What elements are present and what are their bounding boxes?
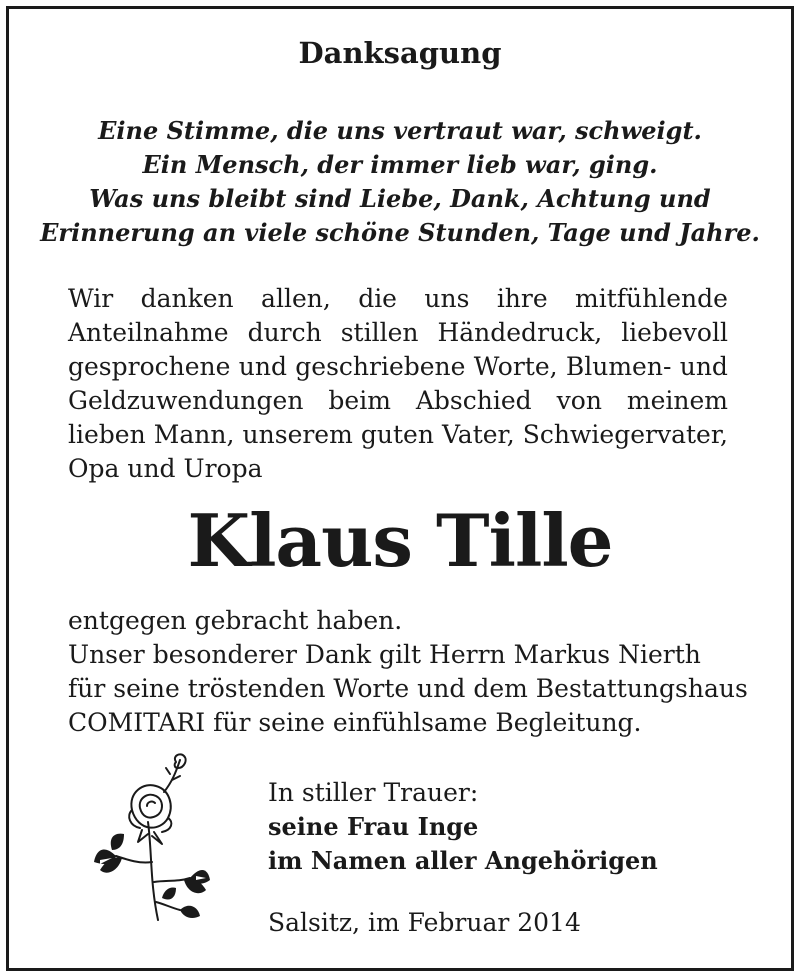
thanks-line [68, 316, 728, 350]
thanks-line [68, 350, 728, 384]
poem-line: Ein Mensch, der immer lieb war, ging. [142, 150, 658, 179]
place-date: Salsitz, im Februar 2014 [268, 908, 581, 937]
word: und [679, 352, 728, 381]
closing-line: COMITARI für seine einfühlsame Begleitung. [68, 708, 642, 737]
thanks-paragraph [68, 282, 728, 486]
word: Blumen- [565, 352, 672, 381]
word: Abschied [415, 386, 532, 415]
closing-paragraph [68, 604, 748, 740]
word: uns [424, 284, 470, 313]
thanks-line [68, 452, 728, 486]
word: lieben [68, 420, 146, 449]
poem-line: Erinnerung an viele schöne Stunden, Tage und Jahre. [40, 218, 760, 247]
word: und [238, 352, 287, 381]
signature-intro: In stiller Trauer: [268, 778, 479, 807]
poem-line: Was uns bleibt sind Liebe, Dank, Achtung und [89, 184, 711, 213]
rose-icon [92, 752, 212, 924]
word: Vater, [442, 420, 515, 449]
word: allen, [261, 284, 331, 313]
word: Händedruck, [437, 318, 603, 347]
word: guten [360, 420, 434, 449]
word: beim [328, 386, 391, 415]
word: liebevoll [621, 318, 728, 347]
notice-heading: Danksagung [298, 36, 502, 70]
word: Geldzuwendungen [68, 386, 304, 415]
word: danken [140, 284, 234, 313]
deceased-name: Klaus Tille [187, 498, 613, 583]
word: Wir [68, 284, 114, 313]
word: meinem [626, 386, 728, 415]
word: ihre [496, 284, 548, 313]
thanks-line [68, 282, 728, 316]
word: durch [247, 318, 322, 347]
signature-block [268, 776, 658, 878]
word: gesprochene [68, 352, 231, 381]
word: Opa und Uropa [68, 454, 263, 483]
word: Mann, [153, 420, 235, 449]
closing-line: Unser besonderer Dank gilt Herrn Markus Nierth [68, 640, 701, 669]
word: die [358, 284, 397, 313]
word: geschriebene [295, 352, 466, 381]
word: mitfühlende [575, 284, 728, 313]
thanks-line [68, 384, 728, 418]
poem [0, 114, 800, 250]
word: Schwiegervater, [522, 420, 728, 449]
word: Worte, [473, 352, 558, 381]
poem-line: Eine Stimme, die uns vertraut war, schweigt. [98, 116, 702, 145]
signature-line: im Namen aller Angehörigen [268, 846, 658, 875]
closing-line: entgegen gebracht haben. [68, 606, 403, 635]
word: stillen [340, 318, 419, 347]
signature-line: seine Frau Inge [268, 812, 479, 841]
word: unserem [242, 420, 353, 449]
word: Anteilnahme [68, 318, 229, 347]
thanks-line [68, 418, 728, 452]
word: von [556, 386, 602, 415]
closing-line: für seine tröstenden Worte und dem Bestattungshaus [68, 674, 748, 703]
